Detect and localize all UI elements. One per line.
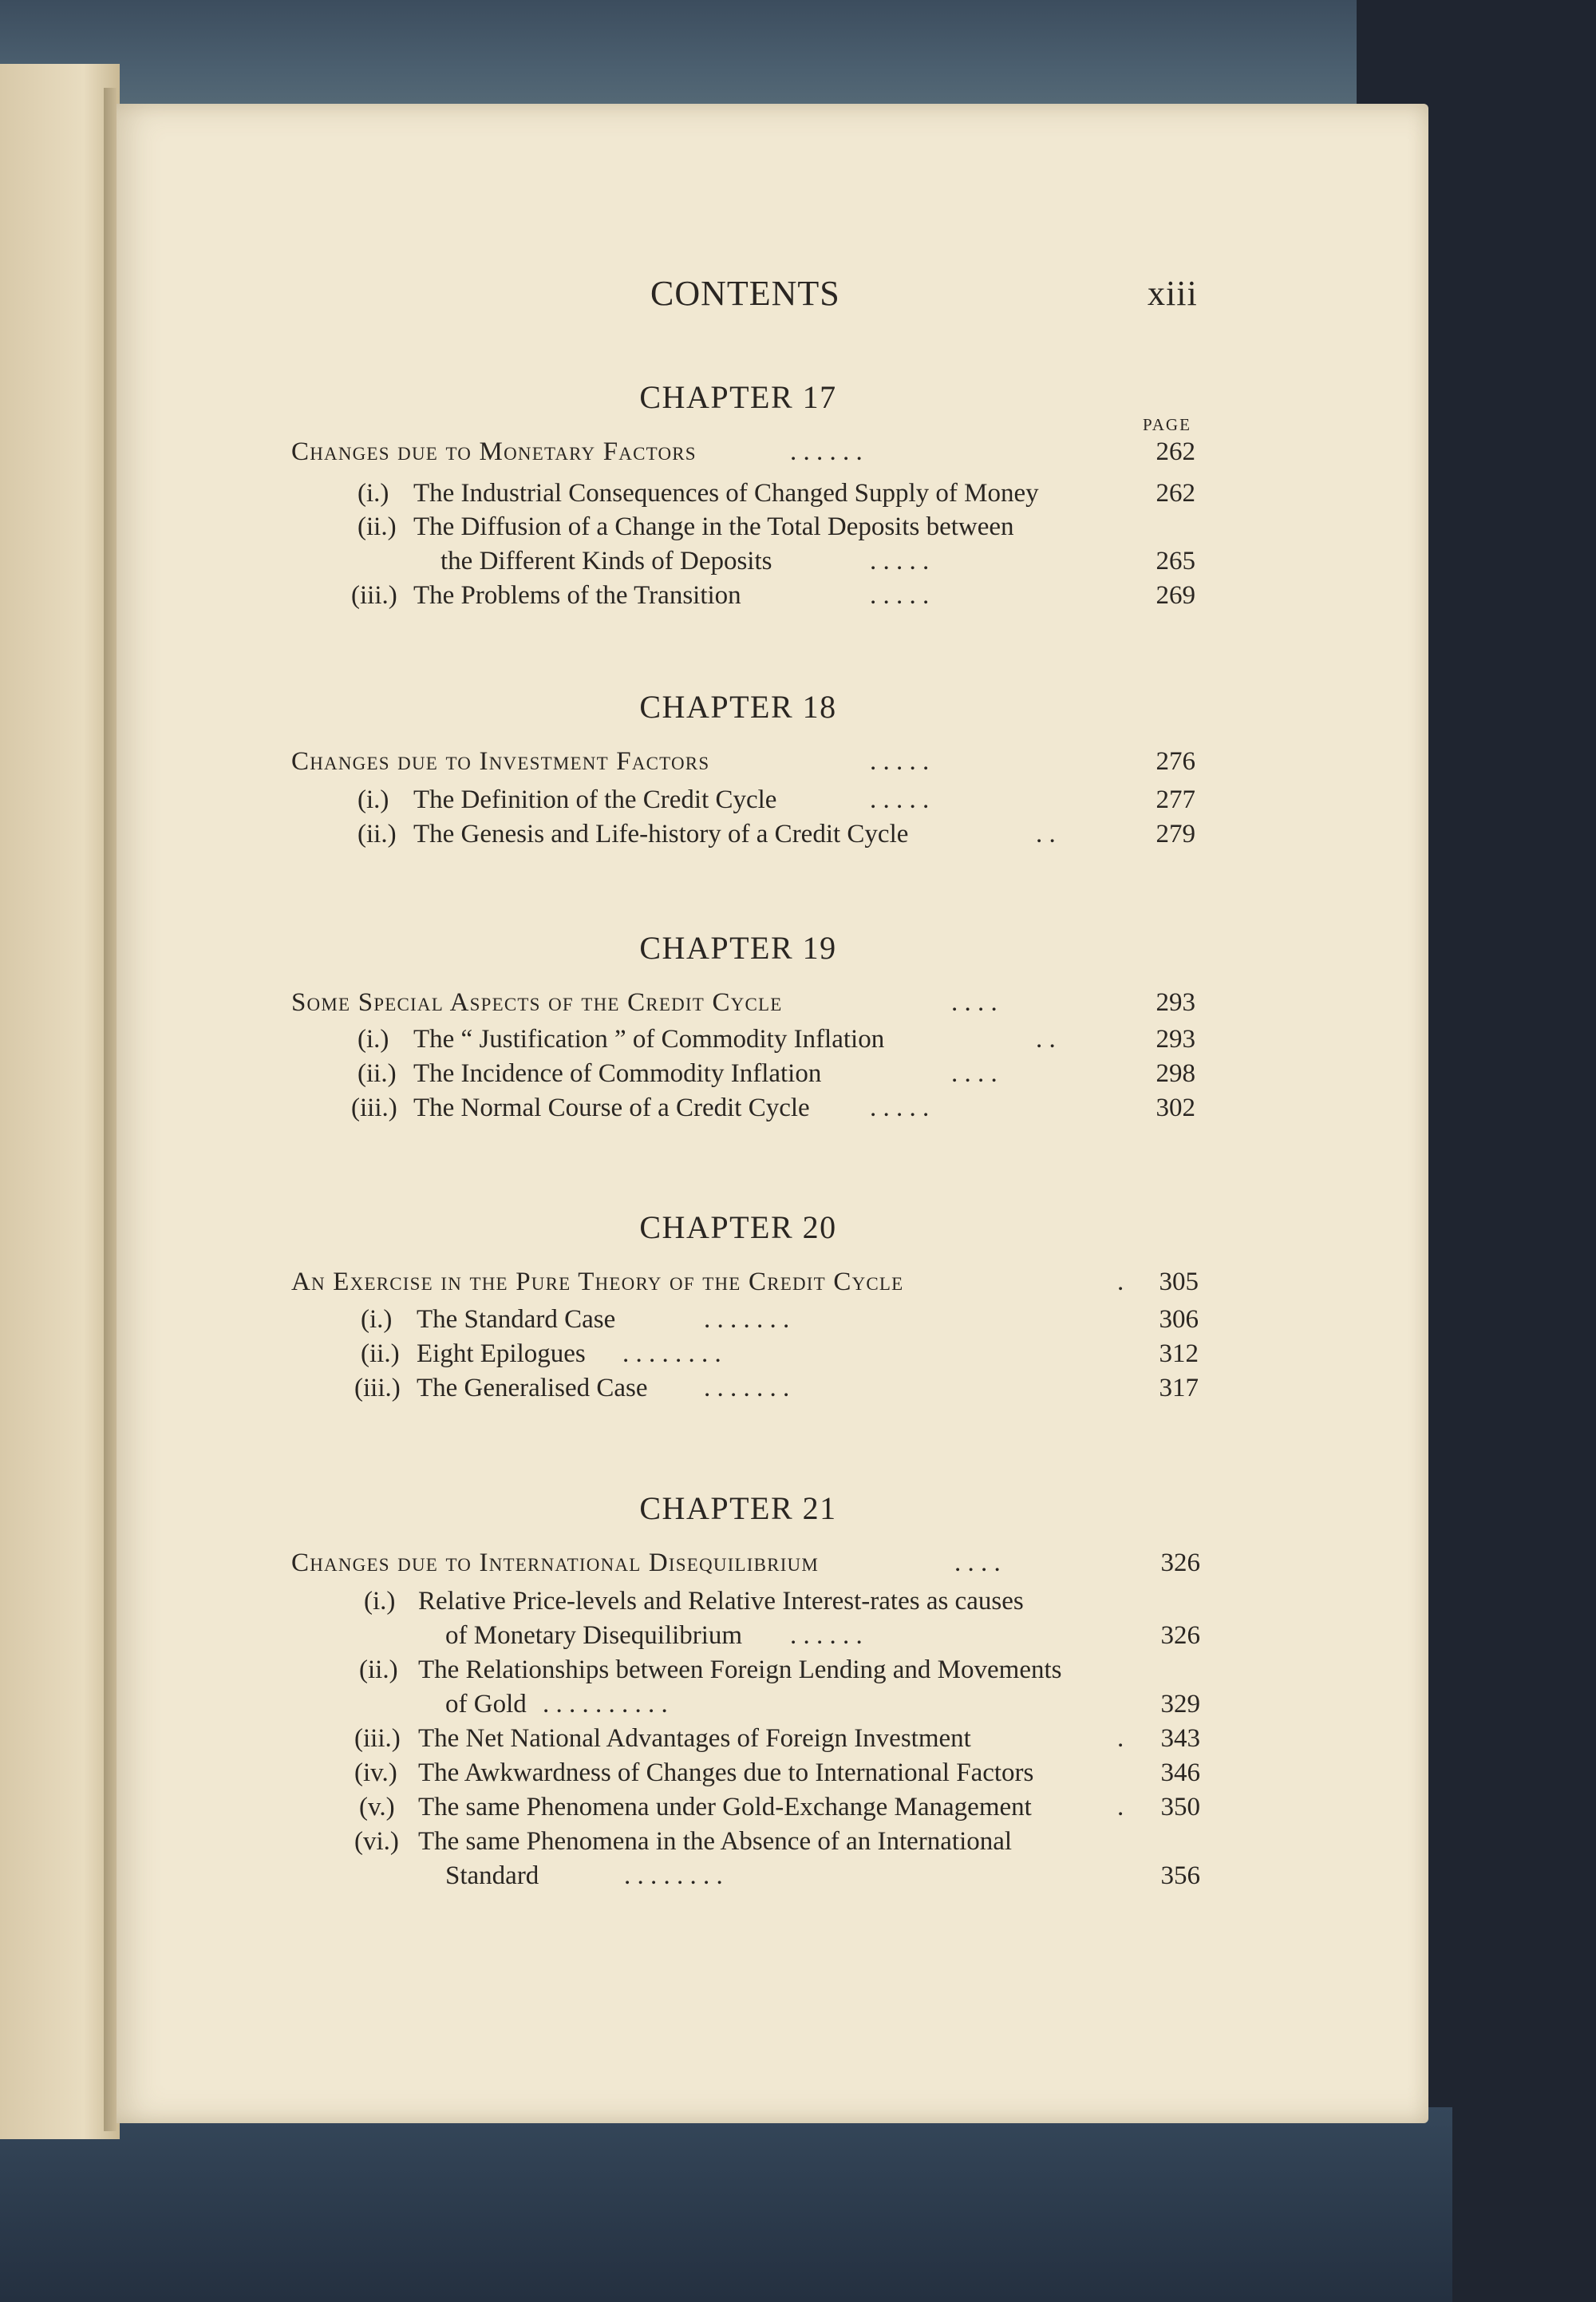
section-title: The same Phenomena in the Absence of an International <box>418 1827 1013 1856</box>
section-title: Eight Epilogues <box>417 1339 586 1368</box>
page-ref: 317 <box>1159 1374 1199 1402</box>
leader-dots: . . . . . <box>870 547 930 576</box>
page-ref: 356 <box>1160 1861 1200 1890</box>
chapter-title: CHAPTER 21 <box>639 1490 837 1526</box>
section-number: (ii.) <box>358 1059 397 1088</box>
section-title-continued: Standard <box>445 1861 539 1890</box>
page-ref: 346 <box>1160 1758 1200 1787</box>
section-number: (iv.) <box>354 1758 397 1787</box>
chapter-heading: Changes due to International Disequilibrium <box>291 1549 820 1577</box>
page-ref: 343 <box>1160 1724 1200 1753</box>
chapter-title: CHAPTER 18 <box>639 689 837 725</box>
section-number: (i.) <box>358 479 389 508</box>
leader-dots: . . . . . <box>870 785 930 814</box>
leader-dots: . . . . . <box>870 747 930 776</box>
leader-dots: . . . . <box>951 988 998 1017</box>
section-number: (i.) <box>364 1587 396 1616</box>
page-ref: 350 <box>1160 1793 1200 1821</box>
section-title-continued: of Monetary Disequilibrium <box>445 1621 743 1650</box>
leader-dots: . <box>1117 1724 1124 1753</box>
section-number: (ii.) <box>361 1339 400 1368</box>
leader-dots: . . . . <box>954 1549 1001 1577</box>
leader-dots: . . . . . . . <box>704 1305 790 1334</box>
page-ref: 276 <box>1156 747 1195 776</box>
leader-dots: . . . . . <box>870 581 930 610</box>
page-ref: 329 <box>1160 1690 1200 1719</box>
leader-dots: . . . . <box>951 1059 998 1088</box>
page-ref: 326 <box>1160 1549 1200 1577</box>
leader-dots: . <box>1117 1793 1124 1821</box>
page-ref: 262 <box>1156 437 1195 466</box>
section-title: The Genesis and Life-history of a Credit Cycle <box>413 820 909 848</box>
leader-dots: . <box>1117 1268 1124 1296</box>
page-ref: 269 <box>1156 581 1195 610</box>
chapter-heading: An Exercise in the Pure Theory of the Credit Cycle <box>291 1268 904 1296</box>
page-ref: 298 <box>1156 1059 1195 1088</box>
section-title: The Industrial Consequences of Changed Supply of Money <box>413 479 1039 508</box>
section-title: The Normal Course of a Credit Cycle <box>413 1094 810 1122</box>
leader-dots: . . . . . . <box>790 1621 863 1650</box>
section-title: The Definition of the Credit Cycle <box>413 785 777 814</box>
section-title: Relative Price-levels and Relative Interest-rates as causes <box>418 1587 1024 1616</box>
chapter-title: CHAPTER 20 <box>639 1209 837 1245</box>
section-number: (iii.) <box>354 1374 401 1402</box>
section-number: (i.) <box>358 1025 389 1054</box>
page-ref: 265 <box>1156 547 1195 576</box>
page-ref: 279 <box>1156 820 1195 848</box>
page-ref: 293 <box>1156 988 1195 1017</box>
section-number: (i.) <box>361 1305 393 1334</box>
page-ref: 262 <box>1156 479 1195 508</box>
book-cover-bottom-edge <box>0 2107 1452 2302</box>
leader-dots: . . . . . . . . . . <box>543 1690 668 1719</box>
section-title: The Standard Case <box>417 1305 616 1334</box>
chapter-title: CHAPTER 17 <box>639 379 837 415</box>
page-ref: 277 <box>1156 785 1195 814</box>
page-ref: 302 <box>1156 1094 1195 1122</box>
section-title: The Problems of the Transition <box>413 581 741 610</box>
page-ref: 312 <box>1159 1339 1199 1368</box>
section-number: (ii.) <box>358 820 397 848</box>
running-title: CONTENTS <box>650 274 840 313</box>
leader-dots: . . . . . <box>870 1094 930 1122</box>
section-title: The Incidence of Commodity Inflation <box>413 1059 822 1088</box>
page-ref: 326 <box>1160 1621 1200 1650</box>
page-ref: 306 <box>1159 1305 1199 1334</box>
section-number: (v.) <box>359 1793 395 1821</box>
chapter-heading: Some Special Aspects of the Credit Cycle <box>291 988 783 1017</box>
page-ref: 305 <box>1159 1268 1199 1296</box>
section-title: The Net National Advantages of Foreign Investment <box>418 1724 971 1753</box>
section-title-continued: the Different Kinds of Deposits <box>440 547 772 576</box>
section-number: (iii.) <box>351 1094 397 1122</box>
section-title-continued: of Gold <box>445 1690 527 1719</box>
leader-dots: . . . . . . . . <box>622 1339 721 1368</box>
section-title: The “ Justification ” of Commodity Inflation <box>413 1025 885 1054</box>
section-number: (vi.) <box>354 1827 399 1856</box>
leader-dots: . . . . . . . <box>704 1374 790 1402</box>
page-column-label: PAGE <box>1143 415 1191 434</box>
leader-dots: . . . . . . <box>790 437 863 466</box>
section-title: The Generalised Case <box>417 1374 648 1402</box>
section-title: The Awkwardness of Changes due to International Factors <box>418 1758 1034 1787</box>
section-title: The Relationships between Foreign Lending and Movements <box>418 1655 1062 1684</box>
page-number: xiii <box>1148 274 1198 313</box>
section-number: (ii.) <box>359 1655 398 1684</box>
page-ref: 293 <box>1156 1025 1195 1054</box>
chapter-title: CHAPTER 19 <box>639 930 837 966</box>
leader-dots: . . <box>1036 820 1056 848</box>
section-number: (iii.) <box>351 581 397 610</box>
chapter-heading: Changes due to Monetary Factors <box>291 437 697 466</box>
chapter-heading: Changes due to Investment Factors <box>291 747 710 776</box>
section-number: (i.) <box>358 785 389 814</box>
section-title: The same Phenomena under Gold-Exchange Management <box>418 1793 1032 1821</box>
leader-dots: . . . . . . . . <box>624 1861 723 1890</box>
book-cover-top-edge <box>0 0 1357 120</box>
section-title: The Diffusion of a Change in the Total Deposits between <box>413 512 1014 541</box>
facing-page-edge <box>0 64 120 2139</box>
section-number: (ii.) <box>358 512 397 541</box>
section-number: (iii.) <box>354 1724 401 1753</box>
leader-dots: . . <box>1036 1025 1056 1054</box>
